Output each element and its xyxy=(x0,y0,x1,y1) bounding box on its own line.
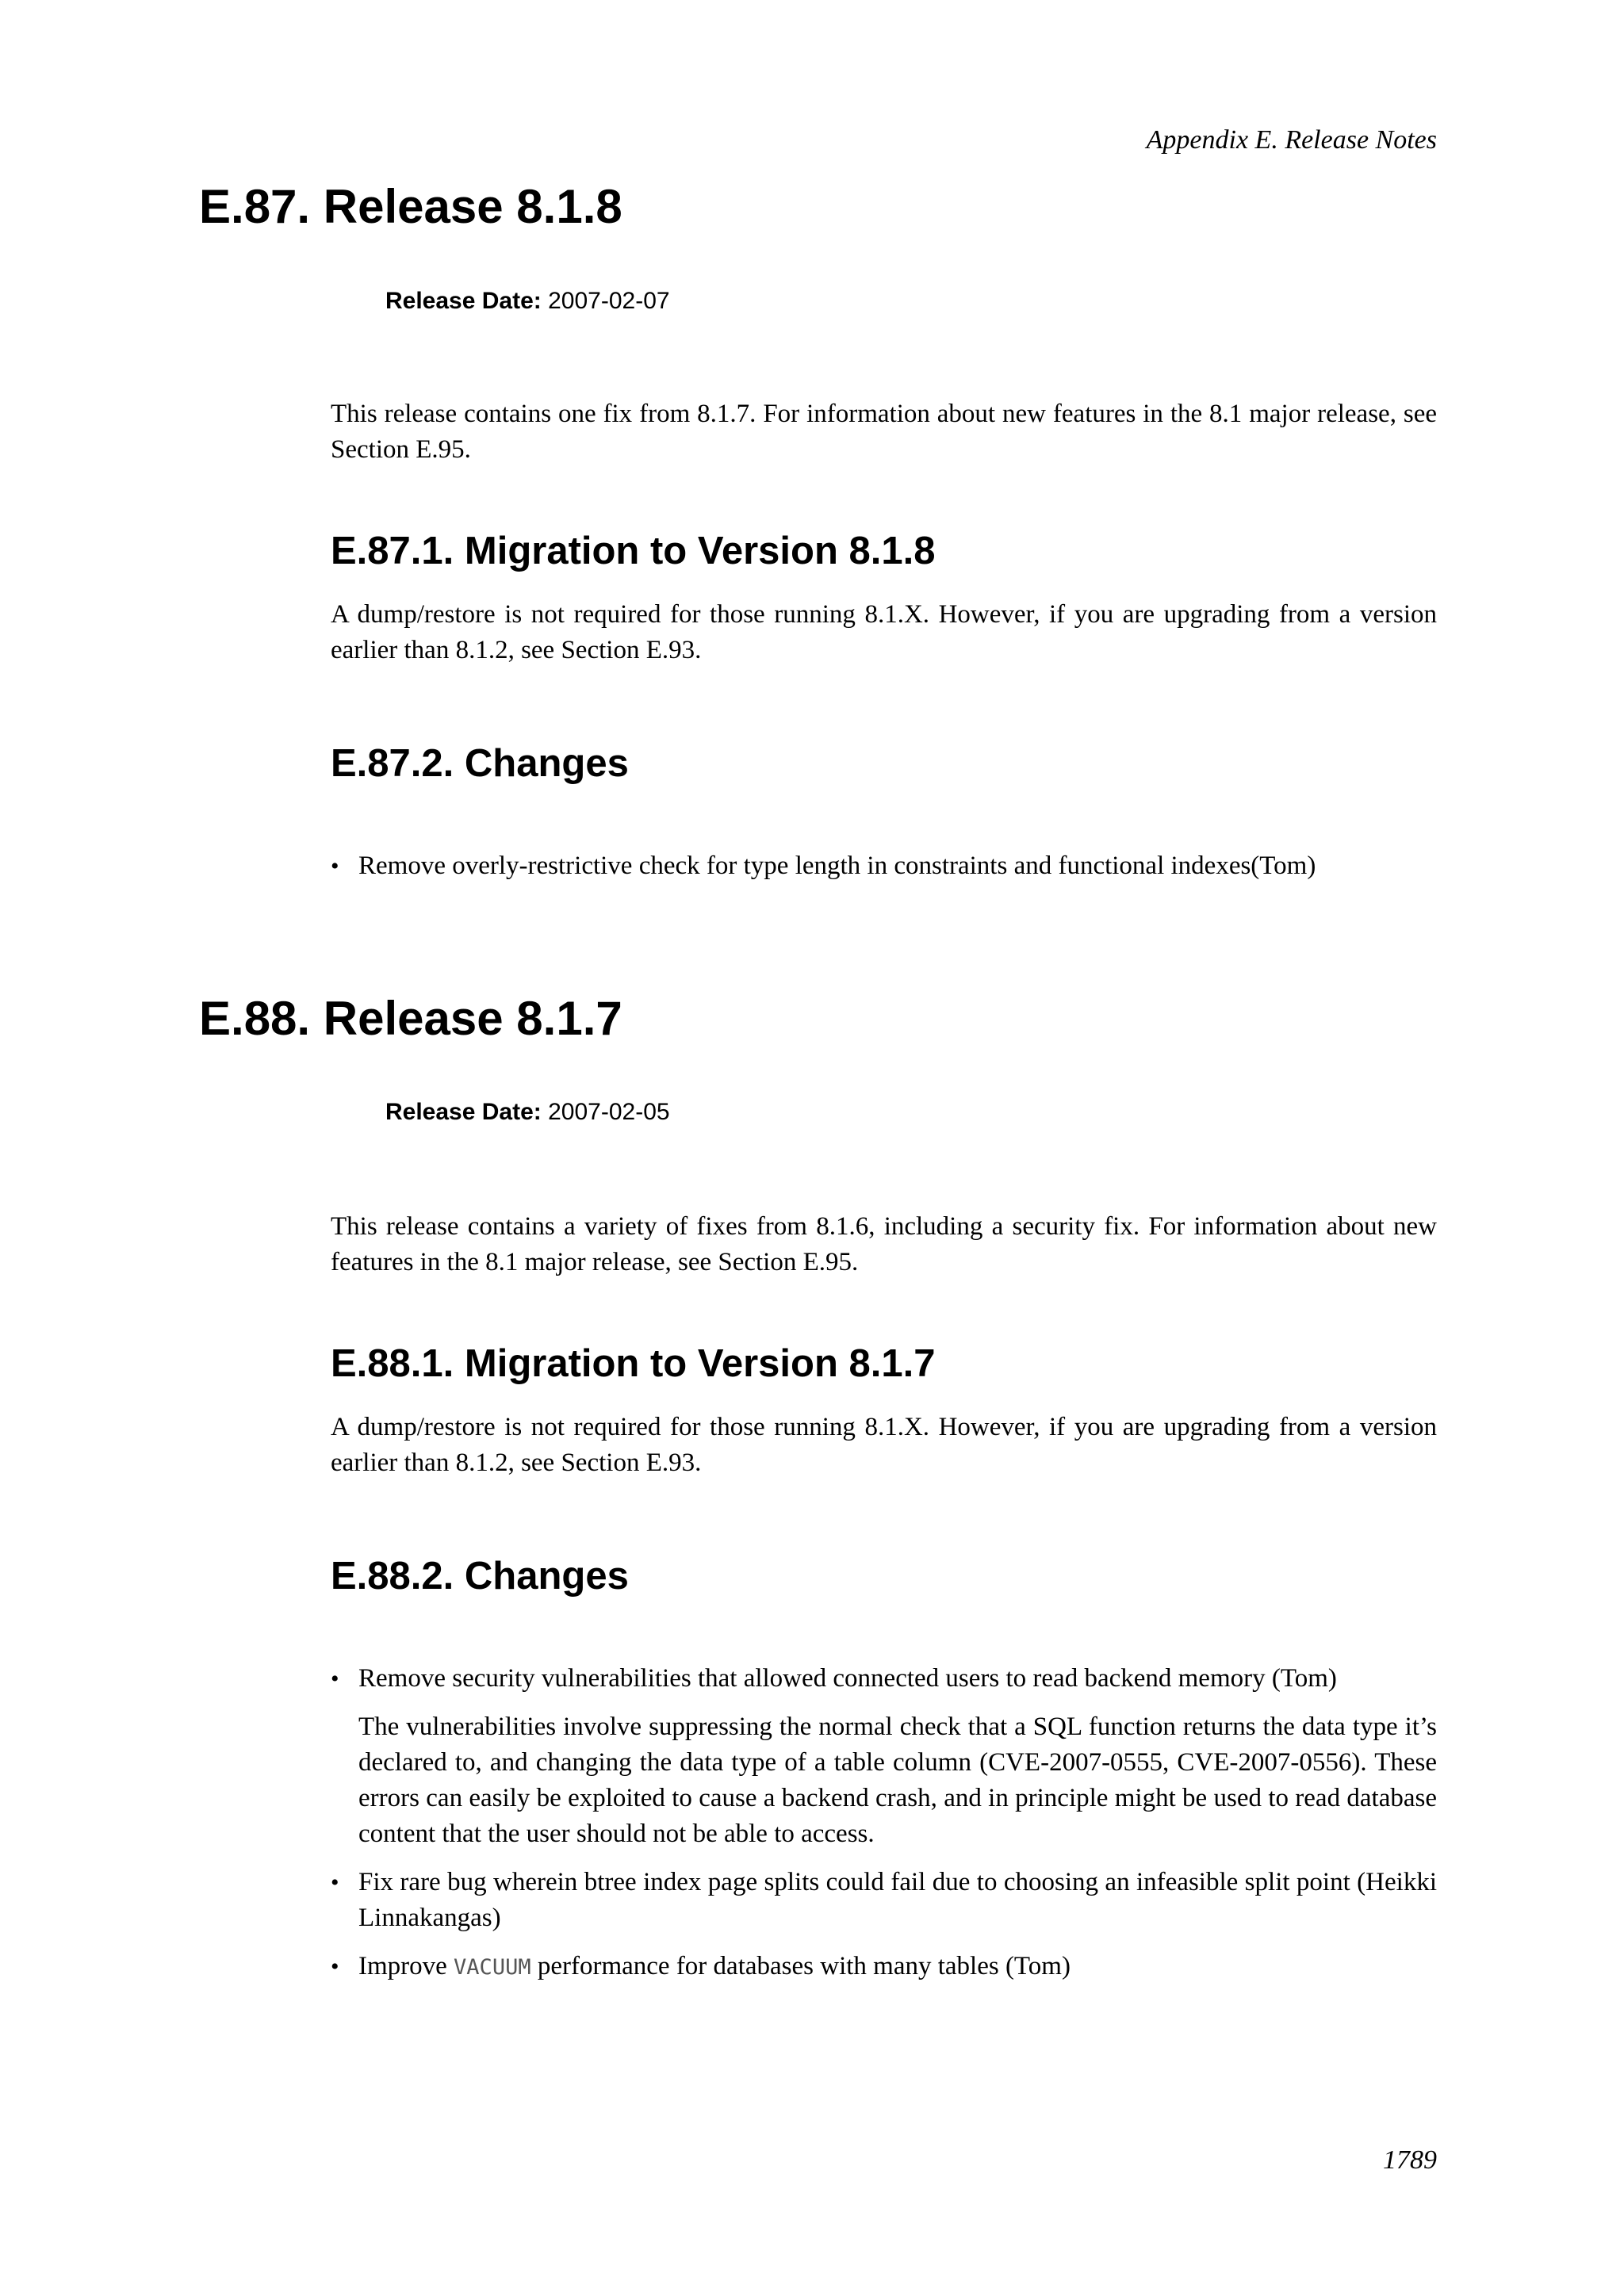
subsection-title-e87-1: E.87.1. Migration to Version 8.1.8 xyxy=(331,530,936,572)
bullet-icon: • xyxy=(331,853,339,879)
code-literal: VACUUM xyxy=(454,1955,531,1980)
list-item xyxy=(331,848,1437,884)
list-item xyxy=(331,1949,1437,1985)
page-number: 1789 xyxy=(1383,2145,1437,2175)
changes-list-e87 xyxy=(331,848,1437,884)
subsection-title-e88-2: E.88.2. Changes xyxy=(331,1555,629,1598)
intro-paragraph-e87: This release contains one fix from 8.1.7. For information about new features in the 8.1 major release, see Section E.95. xyxy=(331,400,1437,464)
list-item-text: Remove security vulnerabilities that allowed connected users to read backend memory (Tom) xyxy=(358,1664,1337,1693)
bullet-icon: • xyxy=(331,1869,339,1896)
subsection-title-e87-2: E.87.2. Changes xyxy=(331,742,629,785)
section-title-e88: E.88. Release 8.1.7 xyxy=(199,992,622,1045)
subsection-title-e88-1: E.88.1. Migration to Version 8.1.7 xyxy=(331,1342,936,1385)
list-item-text: Fix rare bug wherein btree index page splits could fail due to choosing an infeasible split point (Heikki Linnakangas) xyxy=(358,1868,1437,1932)
release-date-label: Release Date: xyxy=(385,1099,542,1125)
release-date-value: 2007-02-07 xyxy=(548,288,670,314)
intro-paragraph-e88: This release contains a variety of fixes from 8.1.6, including a security fix. For information about new features in the 8.1 major release, see Section E.95. xyxy=(331,1212,1437,1276)
changes-list-e88 xyxy=(331,1661,1437,1985)
list-item-detail: The vulnerabilities involve suppressing the normal check that a SQL function returns the data type it’s declared to, and changing the data type of a table column (CVE-2007-0555, CVE-2007-0556). These errors can easily be exploited to cause a backend crash, and in principle might be used to read database content that the user should not be able to access. xyxy=(358,1712,1437,1848)
bullet-icon: • xyxy=(331,1666,339,1692)
list-item xyxy=(331,1865,1437,1936)
bullet-icon: • xyxy=(331,1954,339,1980)
list-item-text xyxy=(358,1949,1437,1985)
release-date-e88 xyxy=(385,1099,670,1126)
running-header: Appendix E. Release Notes xyxy=(1146,125,1437,155)
release-date-label: Release Date: xyxy=(385,288,542,314)
list-item-text: Remove overly-restrictive check for type length in constraints and functional indexes(Tom) xyxy=(358,851,1316,880)
section-title-e87: E.87. Release 8.1.8 xyxy=(199,180,622,233)
release-date-e87 xyxy=(385,288,670,315)
migration-paragraph-e87: A dump/restore is not required for those running 8.1.X. However, if you are upgrading from a version earlier than 8.1.2, see Section E.93. xyxy=(331,600,1437,664)
text-suffix: performance for databases with many tables (Tom) xyxy=(530,1952,1071,1980)
list-item xyxy=(331,1661,1437,1852)
release-date-value: 2007-02-05 xyxy=(548,1099,670,1125)
migration-paragraph-e88: A dump/restore is not required for those running 8.1.X. However, if you are upgrading from a version earlier than 8.1.2, see Section E.93. xyxy=(331,1413,1437,1477)
text-prefix: Improve xyxy=(358,1952,454,1980)
